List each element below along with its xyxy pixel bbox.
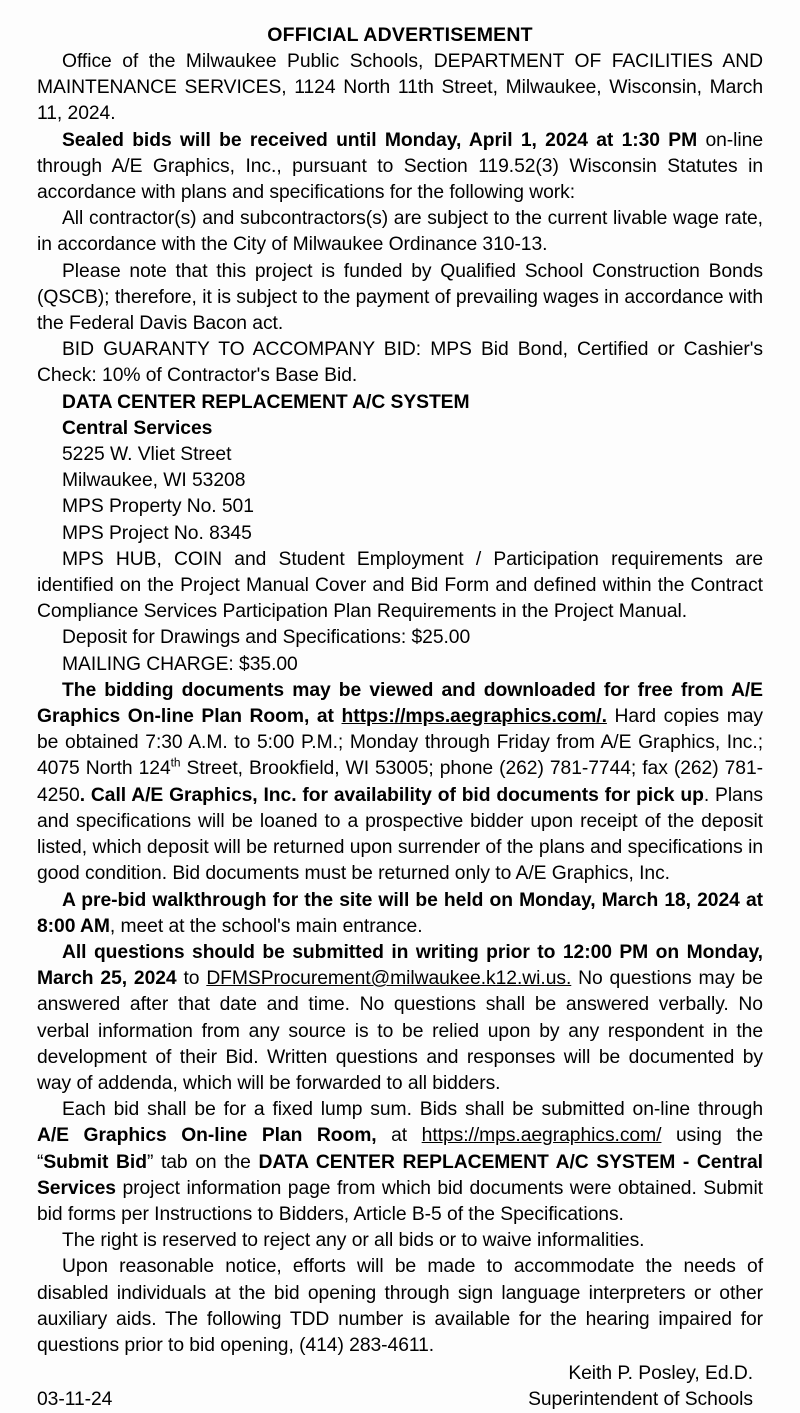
project-name-heading: DATA CENTER REPLACEMENT A/C SYSTEM [62,391,470,413]
livable-wage-text: All contractor(s) and subcontractors(s) are subject to the current livable wage rate, in accordance with the City of Milwaukee Ordinance 310-13. [37,208,763,256]
sealed-bids-bold-lead: Sealed bids will be received until Monday, April 1, 2024 at 1:30 PM [62,129,698,151]
signature-block [37,1361,763,1413]
office-intro-text: Office of the Milwaukee Public Schools, DEPARTMENT OF FACILITIES AND MAINTENANCE SERVICES, 1124 North 11th Street, Milwaukee, Wisconsin, March 11, 2024. [37,51,763,125]
paragraph-questions [37,940,763,1097]
paragraph-bidding-documents [37,678,763,888]
paragraph-accommodation [37,1254,763,1359]
bidding-documents-middle: Hard copies may be obtained 7:30 A.M. to 5:00 P.M.; Monday through Friday from A/E Graphics, Inc.; 4075 North 124 [37,706,763,780]
paragraph-reject-bids [37,1228,763,1254]
submit-bid-tab-label: Submit Bid [43,1151,147,1173]
reject-bids-text: The right is reserved to reject any or all bids or to waive informalities. [62,1230,645,1252]
prebid-bold-lead: A pre-bid walkthrough for the site will be held on Monday, March 18, 2024 at 8:00 AM [37,889,763,937]
questions-rest: No questions may be answered after that date and time. No questions shall be answered verbally. No verbal information from any source is to be relied upon by any respondent in the development of their Bid. Written questions and responses will be documented by way of addenda, which will be forwarded to all bidders. [37,968,763,1094]
project-facility: Central Services [62,417,213,439]
questions-to-word: to [176,968,207,990]
bidding-documents-middle2: Street, Brookfield, WI 53005; phone (262) 781-7744; fax (262) 781-4250 [37,758,763,806]
paragraph-hub-coin [37,547,763,626]
signature-row [37,1387,763,1413]
paragraph-office-intro [37,49,763,128]
project-project-number: MPS Project No. 8345 [62,522,252,544]
paragraph-sealed-bids [37,128,763,207]
procurement-email-link[interactable]: DFMSProcurement@milwaukee.k12.wi.us. [206,968,572,990]
project-property-number: MPS Property No. 501 [62,496,254,518]
lump-sum-part3: using the “ [37,1125,763,1173]
paragraph-livable-wage [37,206,763,258]
mailing-charge-line: MAILING CHARGE: $35.00 [62,653,298,675]
prebid-rest: , meet at the school's main entrance. [109,915,423,937]
questions-bold-lead: All questions should be submitted in writing prior to 12:00 PM on Monday, March 25, 2024 [37,941,763,990]
lump-sum-part4: ” tab on the [146,1151,259,1173]
lump-sum-part5: project information page from which bid documents were obtained. Submit bid forms per Instructions to Bidders, Article B-5 of the Specifications. [37,1177,763,1225]
project-city-state-zip: Milwaukee, WI 53208 [62,470,246,492]
paragraph-qscb [37,259,763,338]
page-title: OFFICIAL ADVERTISEMENT [267,24,533,46]
bidding-documents-tail: . Plans and specifications will be loaned to a prospective bidder upon receipt of the deposit listed, which deposit will be returned upon surrender of the plans and specifications in good condition. Bid documents must be returned only to A/E Graphics, Inc. [37,784,763,885]
superintendent-name: Keith P. Posley, Ed.D. [568,1363,753,1385]
accommodation-text: Upon reasonable notice, efforts will be made to accommodate the needs of disabled individuals at the bid opening through sign language interpreters or other auxiliary aids. The following TDD number is available for the hearing impaired for questions prior to bid opening, (414) 283-4611. [37,1256,763,1356]
bid-guaranty-text: BID GUARANTY TO ACCOMPANY BID: MPS Bid Bond, Certified or Cashier's Check: 10% of Contractor's Base Bid. [37,339,763,387]
lump-sum-part1: Each bid shall be for a fixed lump sum. Bids shall be submitted on-line through [62,1099,763,1121]
aegraphics-submit-link[interactable]: https://mps.aegraphics.com/ [421,1125,662,1147]
paragraph-prebid-walkthrough [37,888,763,940]
paragraph-lump-sum [37,1097,763,1228]
qscb-text: Please note that this project is funded by Qualified School Construction Bonds (QSCB); therefore, it is subject to the payment of prevailing wages in accordance with the Federal Davis Bacon act. [37,260,763,335]
paragraph-bid-guaranty [37,337,763,389]
document-date: 03-11-24 [37,1389,113,1411]
hub-coin-text: MPS HUB, COIN and Student Employment / Participation requirements are identified on the Project Manual Cover and Bid Form and defined within the Contract Compliance Services Participation Plan Requirements in the Project Manual. [37,548,763,623]
sealed-bids-rest: on-line through A/E Graphics, Inc., pursuant to Section 119.52(3) Wisconsin Statutes in accordance with plans and specifications for the following work: [37,129,763,204]
bidding-documents-call-bold: . Call A/E Graphics, Inc. for availability of bid documents for pick up [79,784,704,806]
superintendent-title: Superintendent of Schools [528,1389,753,1411]
ordinal-suffix: th [170,756,181,771]
lump-sum-part2: at [376,1125,422,1147]
bidding-documents-bold-lead: The bidding documents may be viewed and downloaded for free from A/E Graphics On-line Plan Room, at [37,679,763,728]
lump-sum-plan-room-bold: A/E Graphics On-line Plan Room, [37,1125,377,1147]
lump-sum-project-bold: DATA CENTER REPLACEMENT A/C SYSTEM - Central Services [37,1151,763,1199]
project-address: 5225 W. Vliet Street [62,444,232,466]
aegraphics-plan-room-link[interactable]: https://mps.aegraphics.com/. [341,706,607,728]
deposit-fee-line: Deposit for Drawings and Specifications: $25.00 [62,627,471,649]
